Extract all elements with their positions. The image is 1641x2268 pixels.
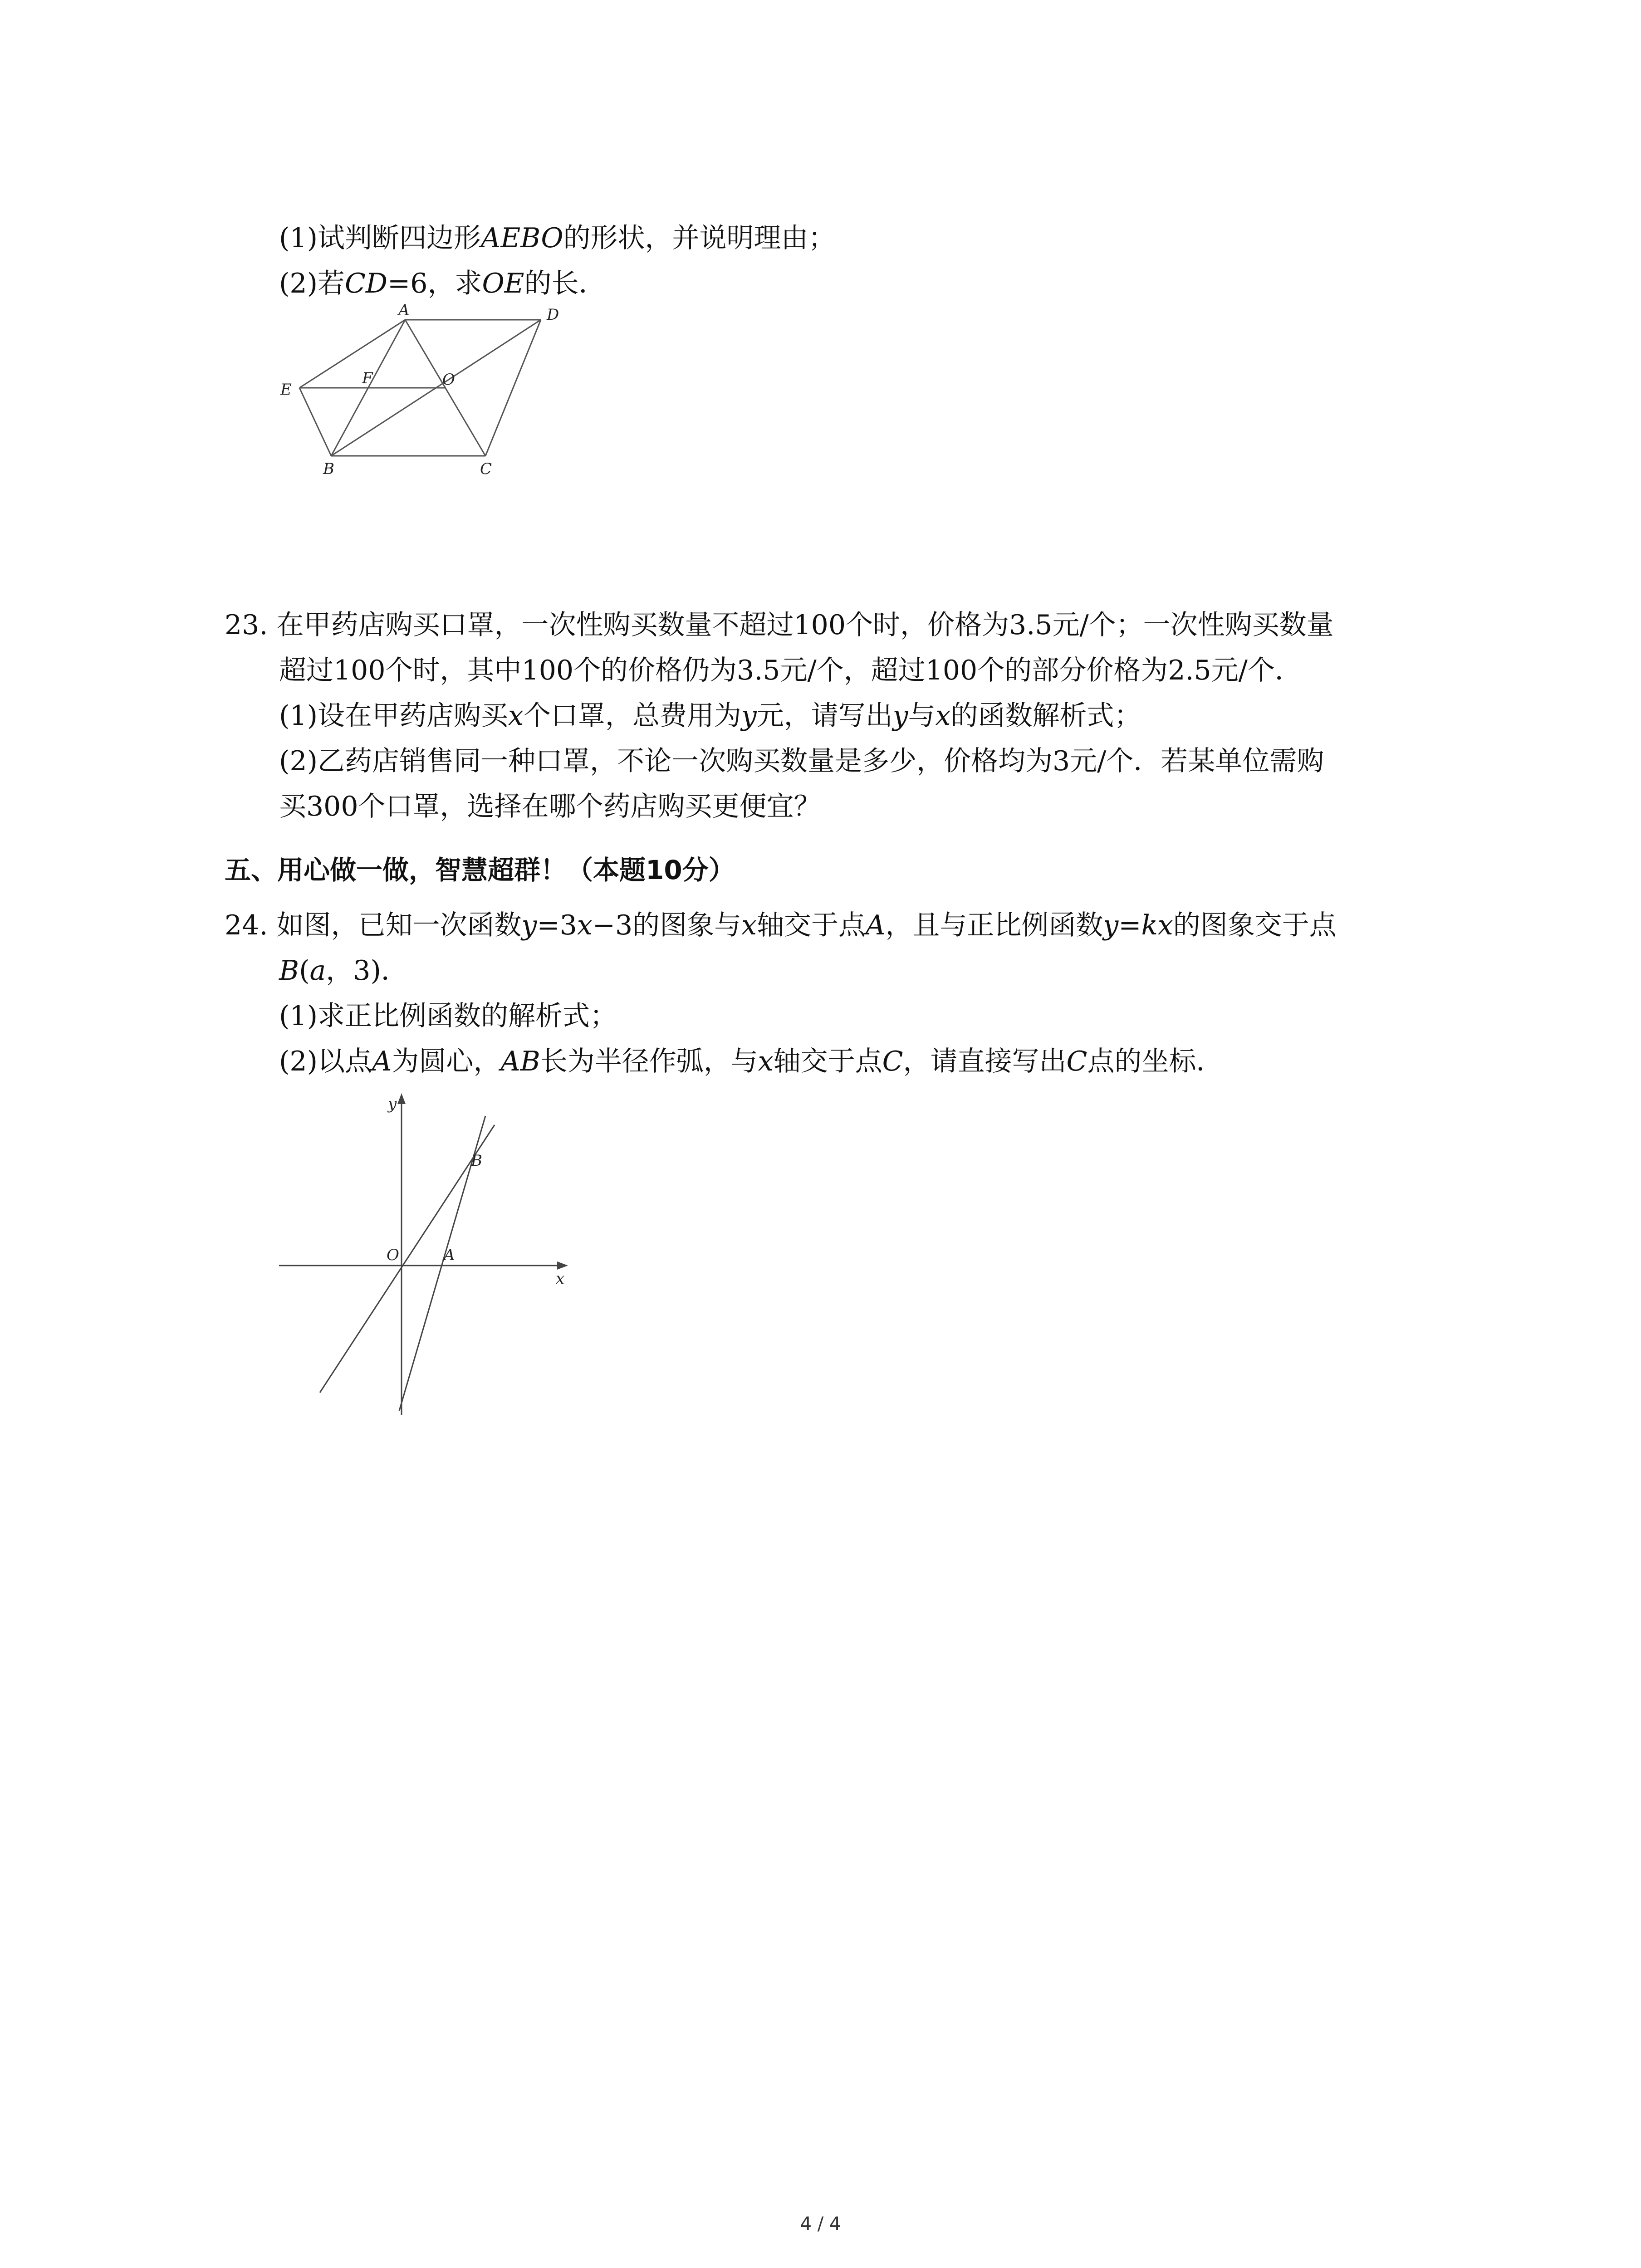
q23-sub1-text-a: (1)设在甲药店购买 xyxy=(279,700,508,732)
q22-sub2-text-end: 的长． xyxy=(524,268,606,299)
q24-sub2-text-c: 长为半径作弧，与 xyxy=(540,1046,758,1077)
q24-label-x: x xyxy=(556,1270,565,1288)
q24-text-paren: ( xyxy=(299,955,310,987)
q22-sub1 xyxy=(279,220,836,256)
q24-text-g: 的图象交于点 xyxy=(1173,909,1337,941)
q24-sub2-text-b: 为圆心， xyxy=(392,1046,501,1077)
q22-figure xyxy=(272,299,590,481)
q24-number: 24. xyxy=(225,909,268,941)
q23-sub2-text-2: 买300个口罩，选择在哪个药店购买更便宜？ xyxy=(279,791,821,822)
q24-line2 xyxy=(279,953,408,989)
q23-sub1 xyxy=(279,698,1141,734)
section-5-title: 五、用心做一做，智慧超群！（本题10分） xyxy=(225,855,735,885)
q24-sub2 xyxy=(279,1043,1223,1080)
q23-sub1-var-y2: y xyxy=(892,700,908,732)
q24-text-b: =3 xyxy=(537,909,577,941)
q22-sub2 xyxy=(279,265,606,302)
q22-label-d: D xyxy=(547,306,559,324)
q23-line2 xyxy=(279,652,1302,689)
q24-var-x2: x xyxy=(741,909,757,941)
q24-var-a: A xyxy=(866,909,886,941)
q24-sub2-text-a: (2)以点 xyxy=(279,1046,372,1077)
q22-label-o: O xyxy=(442,371,455,389)
q23-sub1-var-x2: x xyxy=(935,700,951,732)
q24-sub1 xyxy=(279,998,617,1034)
q23-sub1-text-e: 的函数解析式； xyxy=(950,700,1141,732)
q22-sub2-var-oe: OE xyxy=(482,268,524,299)
q24-sub2-text-f: 点的坐标． xyxy=(1087,1046,1224,1077)
q23-number: 23. xyxy=(225,609,268,641)
q24-text-d: 轴交于点 xyxy=(757,909,866,941)
page-number: 4 / 4 xyxy=(800,2214,841,2234)
q24-sub2-text-e: ，请直接写出 xyxy=(903,1046,1067,1077)
q24-label-o: O xyxy=(387,1246,399,1264)
q24-text-c: −3的图象与 xyxy=(592,909,742,941)
q24-var-a-coord: a xyxy=(309,955,326,987)
q23-sub1-var-x: x xyxy=(508,700,524,732)
q22-sub2-text-mid: =6，求 xyxy=(387,268,482,299)
q23-sub2-text-1: (2)乙药店销售同一种口罩，不论一次购买数量是多少，价格均为3元/个．若某单位需购 xyxy=(279,745,1324,777)
q24-sub2-var-a: A xyxy=(372,1046,392,1077)
y-axis-arrow-icon xyxy=(397,1093,406,1104)
q24-sub2-var-c2: C xyxy=(1066,1046,1087,1077)
q24-var-kx: kx xyxy=(1141,909,1173,941)
q22-sub1-text-end: 的形状，并说明理由； xyxy=(563,222,836,254)
q24-var-y: y xyxy=(521,909,537,941)
q24-figure xyxy=(272,1089,590,1424)
q22-label-f: F xyxy=(362,369,373,387)
q22-label-a: A xyxy=(398,301,410,319)
q24-var-y2: y xyxy=(1103,909,1119,941)
q23-line1 xyxy=(225,607,1334,643)
q22-label-b: B xyxy=(323,460,334,478)
q24-label-a: A xyxy=(444,1246,455,1264)
q24-text-e: ，且与正比例函数 xyxy=(885,909,1103,941)
q23-text-2: 超过100个时，其中100个的价格仍为3.5元/个，超过100个的部分价格为2.5元/个． xyxy=(279,655,1302,686)
q23-sub2-line2 xyxy=(279,788,821,825)
q23-sub1-text-c: 元，请写出 xyxy=(756,700,893,732)
q24-sub2-var-ab: AB xyxy=(500,1046,540,1077)
q23-sub1-text-d: 与 xyxy=(908,700,936,732)
x-axis-arrow-icon xyxy=(557,1261,568,1270)
q24-text-f: = xyxy=(1118,909,1141,941)
q23-sub1-var-y: y xyxy=(741,700,757,732)
q22-sub2-text: (2)若 xyxy=(279,268,345,299)
q24-text-a: 如图，已知一次函数 xyxy=(276,909,522,941)
q24-sub2-var-c: C xyxy=(882,1046,903,1077)
q24-var-b: B xyxy=(279,955,299,987)
q24-label-b: B xyxy=(471,1152,482,1170)
q23-sub2-line1 xyxy=(279,743,1324,779)
q24-text-coord-end: ，3)． xyxy=(326,955,408,987)
q22-label-c: C xyxy=(480,460,492,478)
q22-label-e: E xyxy=(280,381,292,399)
q24-sub2-var-x: x xyxy=(758,1046,774,1077)
q24-var-x: x xyxy=(577,909,593,941)
q22-sub1-text: (1)试判断四边形 xyxy=(279,222,481,254)
q24-sub2-text-d: 轴交于点 xyxy=(773,1046,882,1077)
q24-sub1-text: (1)求正比例函数的解析式； xyxy=(279,1000,617,1032)
q24-label-y: y xyxy=(388,1095,397,1113)
q24-line1 xyxy=(225,907,1337,943)
q23-sub1-text-b: 个口罩，总费用为 xyxy=(523,700,741,732)
q23-text-1: 在甲药店购买口罩，一次性购买数量不超过100个时，价格为3.5元/个；一次性购买数量 xyxy=(276,609,1334,641)
q22-sub2-var-cd: CD xyxy=(345,268,388,299)
q22-sub1-var: AEBO xyxy=(481,222,563,254)
